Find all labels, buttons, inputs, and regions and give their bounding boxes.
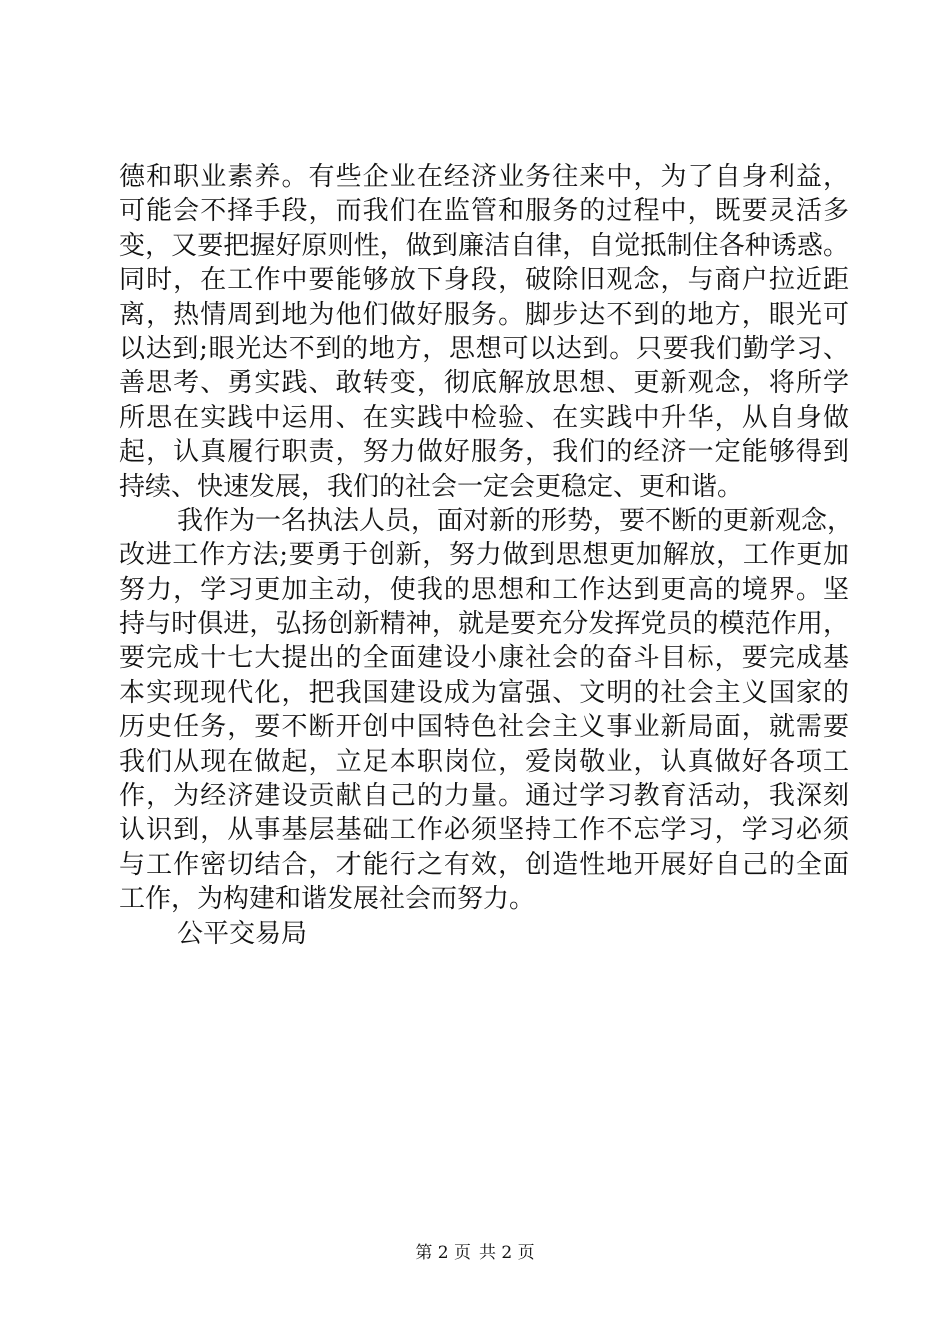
page-total: 共 2 页 (479, 1243, 535, 1263)
text-line: 善思考、勇实践、敢转变，彻底解放思想、更新观念，将所学 (119, 368, 849, 399)
text-line: 起，认真履行职责，努力做好服务，我们的经济一定能够得到 (119, 437, 849, 468)
text-line: 我们从现在做起，立足本职岗位，爱岗敬业，认真做好各项工 (119, 746, 849, 777)
page-number: 第 2 页 (415, 1243, 471, 1263)
text-line: 本实现现代化，把我国建设成为富强、文明的社会主义国家的 (119, 677, 849, 708)
text-line: 离，热情周到地为他们做好服务。脚步达不到的地方，眼光可 (119, 299, 849, 330)
text-line: 可能会不择手段，而我们在监管和服务的过程中，既要灵活多 (119, 196, 849, 227)
text-line: 努力，学习更加主动，使我的思想和工作达到更高的境界。坚 (119, 574, 849, 605)
text-line: 我作为一名执法人员，面对新的形势，要不断的更新观念， (177, 505, 854, 536)
text-line: 历史任务，要不断开创中国特色社会主义事业新局面，就需要 (119, 712, 849, 743)
text-line: 所思在实践中运用、在实践中检验、在实践中升华，从自身做 (119, 402, 849, 433)
text-line: 持与时俱进，弘扬创新精神，就是要充分发挥党员的模范作用， (119, 609, 849, 640)
paragraph (119, 917, 849, 951)
text-line: 同时，在工作中要能够放下身段，破除旧观念，与商户拉近距 (119, 265, 849, 296)
page-footer (0, 1242, 950, 1264)
text-line: 认识到，从事基层基础工作必须坚持工作不忘学习，学习必须 (119, 815, 849, 846)
text-line: 作，为经济建设贡献自己的力量。通过学习教育活动，我深刻 (119, 781, 849, 812)
text-line: 德和职业素养。有些企业在经济业务往来中，为了自身利益， (119, 162, 849, 192)
text-line: 以达到;眼光达不到的地方，思想可以达到。只要我们勤学习、 (119, 333, 849, 364)
text-line: 与工作密切结合，才能行之有效，创造性地开展好自己的全面 (119, 849, 849, 880)
text-line: 持续、快速发展，我们的社会一定会更稳定、更和谐。 (119, 471, 744, 502)
text-line: 变，又要把握好原则性，做到廉洁自律，自觉抵制住各种诱惑。 (119, 230, 849, 261)
text-line: 改进工作方法;要勇于创新，努力做到思想更加解放，工作更加 (119, 540, 849, 571)
text-line: 工作，为构建和谐发展社会而努力。 (119, 884, 536, 915)
paragraph (119, 160, 849, 504)
text-line: 要完成十七大提出的全面建设小康社会的奋斗目标，要完成基 (119, 643, 849, 674)
document-body (119, 160, 854, 951)
signature-organization: 公平交易局 (177, 918, 308, 949)
paragraph (119, 504, 854, 917)
